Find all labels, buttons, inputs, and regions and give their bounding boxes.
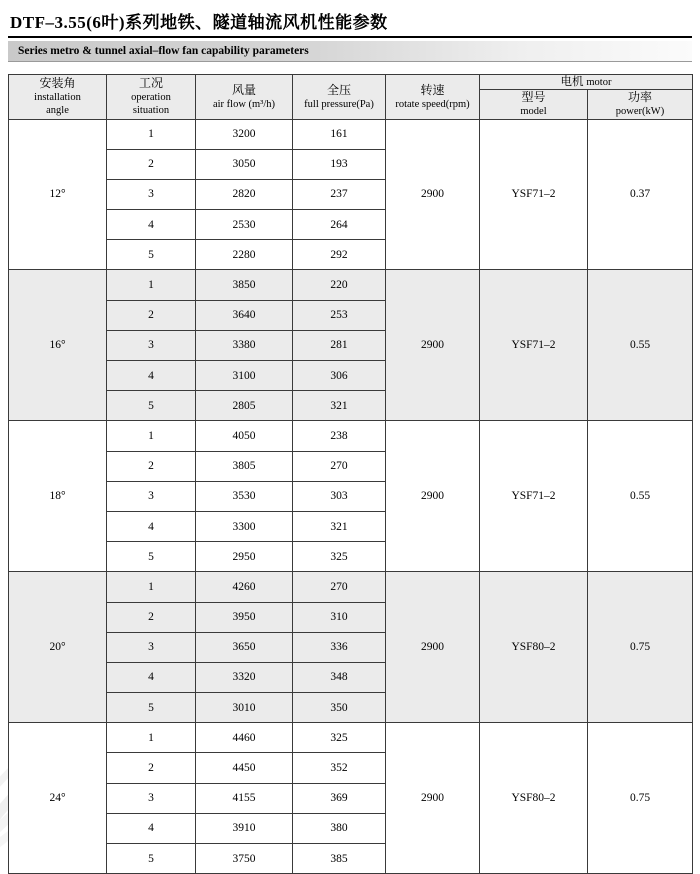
cell-installation-angle: 16° [9,270,107,421]
cell-air-flow: 3300 [196,511,293,541]
header-installation-angle [9,75,107,120]
cell-full-pressure: 325 [293,723,386,753]
cell-operation-situation: 1 [107,119,196,149]
cell-full-pressure: 321 [293,511,386,541]
cell-rotate-speed: 2900 [386,119,480,270]
cell-full-pressure: 270 [293,572,386,602]
cell-full-pressure: 220 [293,270,386,300]
header-rotate-speed-en: rotate speed(rpm) [395,98,470,110]
cell-air-flow: 2820 [196,179,293,209]
cell-air-flow: 4260 [196,572,293,602]
cell-rotate-speed: 2900 [386,572,480,723]
cell-full-pressure: 161 [293,119,386,149]
header-full-pressure-en: full pressure(Pa) [304,98,374,110]
cell-full-pressure: 385 [293,844,386,874]
cell-operation-situation: 4 [107,813,196,843]
cell-air-flow: 3050 [196,149,293,179]
cell-air-flow: 3750 [196,844,293,874]
document-header [8,0,692,62]
cell-rotate-speed: 2900 [386,421,480,572]
cell-air-flow: 2280 [196,240,293,270]
cell-full-pressure: 270 [293,451,386,481]
header-air-flow-en: air flow (m³/h) [212,98,276,110]
header-operation-situation-cn: 工况 [138,76,163,91]
header-air-flow-cn: 风量 [231,82,256,97]
cell-air-flow: 4155 [196,783,293,813]
cell-installation-angle: 18° [9,421,107,572]
cell-full-pressure: 336 [293,632,386,662]
header-motor-power [588,90,693,119]
cell-operation-situation: 1 [107,723,196,753]
cell-operation-situation: 2 [107,300,196,330]
cell-full-pressure: 306 [293,361,386,391]
cell-air-flow: 4450 [196,753,293,783]
cell-air-flow: 3380 [196,330,293,360]
cell-operation-situation: 4 [107,662,196,692]
header-rotate-speed [386,75,480,120]
cell-motor-power: 0.75 [588,572,693,723]
cell-air-flow: 4050 [196,421,293,451]
cell-motor-power: 0.55 [588,270,693,421]
cell-air-flow: 3805 [196,451,293,481]
header-motor-model [480,90,588,119]
header-row-1 [9,75,693,90]
cell-air-flow: 3100 [196,361,293,391]
cell-operation-situation: 2 [107,602,196,632]
header-motor-en: motor [586,77,612,88]
table-header [9,75,693,120]
cell-full-pressure: 352 [293,753,386,783]
header-installation-angle-en1: installation [34,92,81,104]
header-motor-power-cn: 功率 [627,90,652,105]
cell-operation-situation: 4 [107,361,196,391]
page-title-cn: DTF–3.55(6叶)系列地铁、隧道轴流风机性能参数 [10,13,388,32]
cell-air-flow: 3640 [196,300,293,330]
cell-air-flow: 3010 [196,693,293,723]
cell-operation-situation: 3 [107,330,196,360]
cell-motor-power: 0.37 [588,119,693,270]
cell-air-flow: 2950 [196,542,293,572]
cell-operation-situation: 3 [107,783,196,813]
title-rule [8,36,692,38]
cell-full-pressure: 281 [293,330,386,360]
cell-operation-situation: 5 [107,542,196,572]
cell-air-flow: 3650 [196,632,293,662]
cell-air-flow: 3950 [196,602,293,632]
fan-performance-table [8,74,693,874]
table-row [9,421,693,451]
cell-operation-situation: 3 [107,481,196,511]
header-installation-angle-en2: angle [46,105,69,117]
header-motor [480,75,693,90]
cell-full-pressure: 292 [293,240,386,270]
table-row [9,119,693,149]
cell-air-flow: 2805 [196,391,293,421]
header-motor-model-cn: 型号 [521,90,546,105]
cell-installation-angle: 20° [9,572,107,723]
cell-operation-situation: 3 [107,632,196,662]
table-row [9,270,693,300]
cell-operation-situation: 2 [107,149,196,179]
cell-full-pressure: 321 [293,391,386,421]
cell-motor-model: YSF80–2 [480,723,588,874]
header-operation-situation-en1: operation [131,92,171,104]
table-row [9,572,693,602]
cell-operation-situation: 4 [107,210,196,240]
header-installation-angle-cn: 安装角 [39,76,76,91]
cell-full-pressure: 238 [293,421,386,451]
cell-motor-model: YSF71–2 [480,119,588,270]
cell-full-pressure: 264 [293,210,386,240]
cell-full-pressure: 310 [293,602,386,632]
page-title-en: Series metro & tunnel axial–flow fan capability parameters [8,41,692,62]
cell-air-flow: 3320 [196,662,293,692]
header-air-flow [196,75,293,120]
cell-full-pressure: 348 [293,662,386,692]
cell-full-pressure: 237 [293,179,386,209]
cell-rotate-speed: 2900 [386,723,480,874]
cell-motor-model: YSF71–2 [480,270,588,421]
table-row [9,723,693,753]
cell-operation-situation: 4 [107,511,196,541]
header-full-pressure [293,75,386,120]
cell-operation-situation: 1 [107,270,196,300]
header-full-pressure-cn: 全压 [326,82,351,97]
cell-operation-situation: 1 [107,572,196,602]
cell-full-pressure: 325 [293,542,386,572]
cell-operation-situation: 1 [107,421,196,451]
cell-operation-situation: 2 [107,753,196,783]
cell-full-pressure: 253 [293,300,386,330]
header-operation-situation-en2: situation [132,105,170,117]
cell-operation-situation: 5 [107,240,196,270]
cell-operation-situation: 5 [107,693,196,723]
header-motor-model-en: model [520,106,547,118]
cell-operation-situation: 3 [107,179,196,209]
cell-operation-situation: 5 [107,391,196,421]
cell-installation-angle: 24° [9,723,107,874]
cell-full-pressure: 350 [293,693,386,723]
table-body [9,119,693,874]
cell-air-flow: 3850 [196,270,293,300]
cell-full-pressure: 369 [293,783,386,813]
header-operation-situation [107,75,196,120]
cell-air-flow: 3530 [196,481,293,511]
cell-full-pressure: 303 [293,481,386,511]
cell-motor-model: YSF80–2 [480,572,588,723]
header-rotate-speed-cn: 转速 [420,82,445,97]
header-motor-power-en: power(kW) [615,106,665,118]
cell-rotate-speed: 2900 [386,270,480,421]
header-motor-cn: 电机 [560,76,584,88]
cell-air-flow: 4460 [196,723,293,753]
cell-operation-situation: 2 [107,451,196,481]
cell-air-flow: 3200 [196,119,293,149]
cell-motor-power: 0.55 [588,421,693,572]
cell-air-flow: 2530 [196,210,293,240]
cell-motor-power: 0.75 [588,723,693,874]
cell-operation-situation: 5 [107,844,196,874]
cell-full-pressure: 380 [293,813,386,843]
cell-full-pressure: 193 [293,149,386,179]
cell-air-flow: 3910 [196,813,293,843]
cell-motor-model: YSF71–2 [480,421,588,572]
cell-installation-angle: 12° [9,119,107,270]
